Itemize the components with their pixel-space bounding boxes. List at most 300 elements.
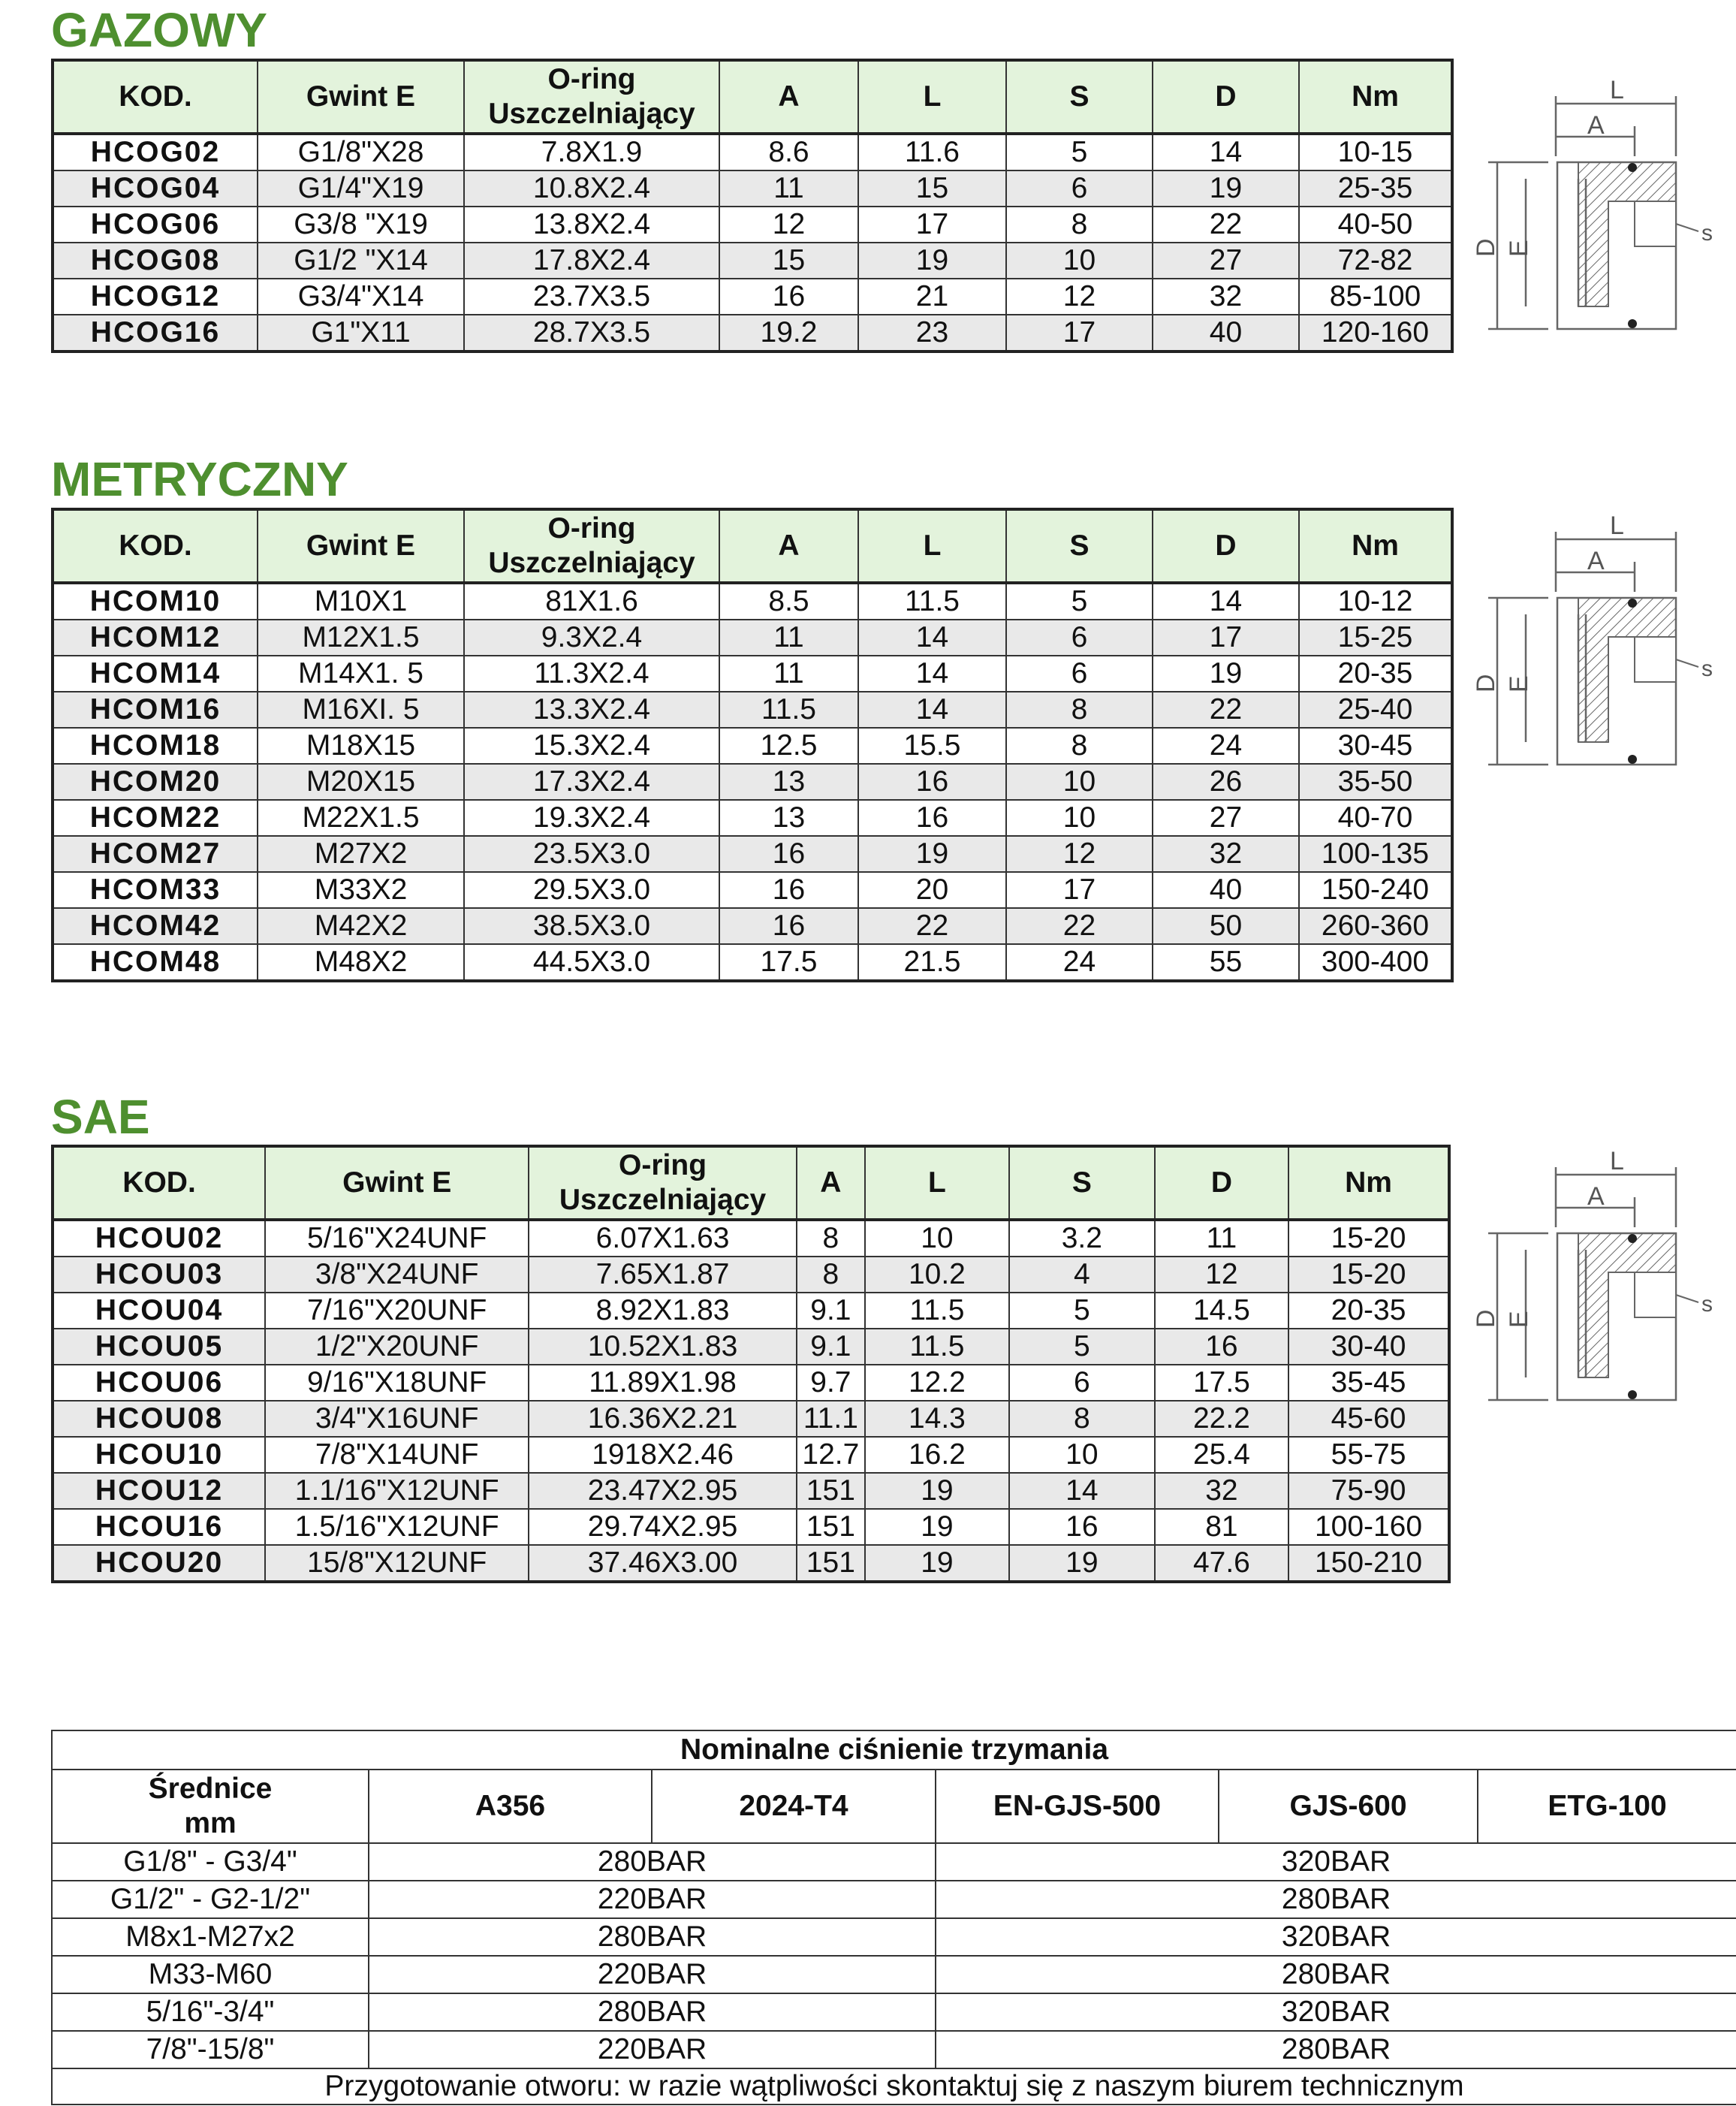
table-cell: 3/8"X24UNF [265,1257,529,1293]
product-code: HCOG08 [53,243,258,279]
table-cell: 40 [1153,872,1299,908]
pressure-size: G1/8" - G3/4" [52,1843,369,1881]
table-cell: 9.1 [797,1329,865,1365]
table-cell: 16 [719,279,858,315]
table-cell: 15.3X2.4 [464,728,719,764]
diagram-label-s: s [1701,656,1713,681]
table-cell: 25.4 [1155,1437,1288,1473]
table-cell: 7/8"X14UNF [265,1437,529,1473]
pressure-value-group2: 280BAR [936,2031,1736,2068]
product-code: HCOU08 [53,1401,265,1437]
table-cell: G1/8"X28 [258,134,464,170]
column-header: KOD. [53,1146,265,1220]
table-cell: 14 [1153,583,1299,620]
table-cell: 11.89X1.98 [529,1365,796,1401]
table-cell: 16 [858,800,1006,836]
table-cell: 12.7 [797,1437,865,1473]
table-cell: 22.2 [1155,1401,1288,1437]
pressure-value-group1: 220BAR [369,2031,936,2068]
column-header: S [1006,509,1153,583]
table-cell: 16 [1009,1509,1155,1545]
table-cell: 15 [858,170,1006,207]
table-cell: 11.3X2.4 [464,656,719,692]
table-cell: 17.3X2.4 [464,764,719,800]
table-cell: 19 [858,836,1006,872]
table-cell: 7/16"X20UNF [265,1293,529,1329]
table-cell: 38.5X3.0 [464,908,719,944]
table-cell: 13.8X2.4 [464,207,719,243]
table-cell: 11 [1155,1220,1288,1257]
table-cell: 16.2 [865,1437,1009,1473]
table-cell: 11.5 [865,1293,1009,1329]
column-header: Nm [1299,60,1452,134]
table-cell: 81 [1155,1509,1288,1545]
product-code: HCOM48 [53,944,258,981]
table-cell: 5/16"X24UNF [265,1220,529,1257]
diagram-label-l: L [1610,76,1624,104]
table-cell: 19 [865,1473,1009,1509]
product-code: HCOU10 [53,1437,265,1473]
table-cell: G1"X11 [258,315,464,352]
table-cell: 11.1 [797,1401,865,1437]
column-header: Gwint E [258,60,464,134]
table-cell: 15 [719,243,858,279]
table-cell: 19.3X2.4 [464,800,719,836]
table-cell: M10X1 [258,583,464,620]
table-cell: 6.07X1.63 [529,1220,796,1257]
table-cell: 47.6 [1155,1545,1288,1582]
table-cell: 13.3X2.4 [464,692,719,728]
pressure-material-header: EN-GJS-500 [936,1770,1219,1843]
table-cell: 9.3X2.4 [464,620,719,656]
table-cell: 10 [1006,243,1153,279]
table-cell: 12.2 [865,1365,1009,1401]
table-row [53,800,1452,836]
table-cell: 30-40 [1288,1329,1449,1365]
table-cell: 120-160 [1299,315,1452,352]
table-cell: 35-45 [1288,1365,1449,1401]
pressure-row [52,1881,1736,1918]
table-cell: 3/4"X16UNF [265,1401,529,1437]
table-cell: 22 [1153,207,1299,243]
table-cell: 10-15 [1299,134,1452,170]
product-code: HCOU02 [53,1220,265,1257]
table-cell: 27 [1153,800,1299,836]
table-cell: 25-35 [1299,170,1452,207]
product-code: HCOM42 [53,908,258,944]
pressure-size: 5/16"-3/4" [52,1993,369,2031]
table-cell: 50 [1153,908,1299,944]
table-cell: 8.92X1.83 [529,1293,796,1329]
table-cell: 17 [1153,620,1299,656]
table-cell: 8 [1006,728,1153,764]
table-cell: 19 [865,1509,1009,1545]
diagram-label-a: A [1587,547,1605,575]
table-cell: 25-40 [1299,692,1452,728]
column-header: KOD. [53,60,258,134]
plug-drawing [1466,74,1736,352]
section-title-metryczny: METRYCZNY [51,452,348,506]
pressure-size: G1/2" - G2-1/2" [52,1881,369,1918]
table-cell: 100-160 [1288,1509,1449,1545]
table-cell: 14 [858,656,1006,692]
diagram-label-l: L [1610,511,1624,540]
column-header: L [858,60,1006,134]
table-cell: 8 [1009,1401,1155,1437]
spec-table-gazowy [51,59,1454,353]
table-cell: 14 [858,692,1006,728]
table-cell: 22 [858,908,1006,944]
table-row [53,944,1452,981]
table-cell: 21.5 [858,944,1006,981]
section-title-sae: SAE [51,1090,150,1144]
product-code: HCOU16 [53,1509,265,1545]
diagram-label-a: A [1587,111,1605,140]
table-cell: 15-20 [1288,1220,1449,1257]
table-cell: 10 [865,1220,1009,1257]
pressure-size: 7/8"-15/8" [52,2031,369,2068]
pressure-value-group1: 220BAR [369,1881,936,1918]
table-row [53,279,1452,315]
table-cell: M16XI. 5 [258,692,464,728]
table-cell: 6 [1006,170,1153,207]
plug-diagram-metryczny [1466,509,1736,787]
table-row [53,1293,1449,1329]
table-cell: 22 [1006,908,1153,944]
pressure-value-group2: 320BAR [936,1843,1736,1881]
table-cell: 14 [1009,1473,1155,1509]
column-header: S [1009,1146,1155,1220]
table-cell: 3.2 [1009,1220,1155,1257]
table-row [53,1220,1449,1257]
table-cell: M48X2 [258,944,464,981]
product-code: HCOG12 [53,279,258,315]
product-code: HCOU03 [53,1257,265,1293]
table-cell: 26 [1153,764,1299,800]
table-cell: 20-35 [1288,1293,1449,1329]
table-cell: 45-60 [1288,1401,1449,1437]
table-row [53,872,1452,908]
table-cell: 11 [719,656,858,692]
table-cell: 32 [1153,836,1299,872]
diagram-label-s: s [1701,221,1713,246]
pressure-value-group2: 320BAR [936,1993,1736,2031]
product-code: HCOM16 [53,692,258,728]
table-cell: 28.7X3.5 [464,315,719,352]
table-cell: 75-90 [1288,1473,1449,1509]
table-cell: 40 [1153,315,1299,352]
table-cell: 11.5 [858,583,1006,620]
table-row [53,764,1452,800]
table-row [53,836,1452,872]
table-cell: 12 [1006,836,1153,872]
table-cell: G1/2 "X14 [258,243,464,279]
table-row [53,620,1452,656]
pressure-table [51,1730,1736,2105]
table-cell: 1918X2.46 [529,1437,796,1473]
table-cell: 11 [719,620,858,656]
pressure-row [52,1918,1736,1956]
pressure-size: M33-M60 [52,1956,369,1993]
table-cell: G1/4"X19 [258,170,464,207]
table-cell: 1.1/16"X12UNF [265,1473,529,1509]
product-code: HCOM20 [53,764,258,800]
diagram-label-e: E [1505,240,1533,257]
table-cell: M42X2 [258,908,464,944]
product-code: HCOM22 [53,800,258,836]
table-cell: 9.1 [797,1293,865,1329]
table-cell: 5 [1006,134,1153,170]
table-cell: 1.5/16"X12UNF [265,1509,529,1545]
table-cell: 12 [1006,279,1153,315]
pressure-value-group2: 280BAR [936,1881,1736,1918]
table-cell: 10-12 [1299,583,1452,620]
product-code: HCOU05 [53,1329,265,1365]
column-header: Gwint E [265,1146,529,1220]
table-cell: 13 [719,764,858,800]
table-cell: 55-75 [1288,1437,1449,1473]
table-cell: 10 [1009,1437,1155,1473]
pressure-material-header: A356 [369,1770,652,1843]
pressure-table-title: Nominalne ciśnienie trzymania [52,1730,1736,1770]
pressure-value-group2: 280BAR [936,1956,1736,1993]
table-cell: 5 [1009,1329,1155,1365]
pressure-note: Przygotowanie otworu: w razie wątpliwości skontaktuj się z naszym biurem technicznym [52,2068,1736,2104]
product-code: HCOM33 [53,872,258,908]
column-header: KOD. [53,509,258,583]
table-cell: 260-360 [1299,908,1452,944]
product-code: HCOM12 [53,620,258,656]
table-cell: M27X2 [258,836,464,872]
table-cell: 10.2 [865,1257,1009,1293]
spec-table-sae [51,1145,1451,1583]
table-cell: 15-25 [1299,620,1452,656]
table-cell: 8.6 [719,134,858,170]
table-cell: 17 [858,207,1006,243]
plug-diagram-gazowy [1466,74,1736,352]
table-cell: 35-50 [1299,764,1452,800]
table-cell: 5 [1009,1293,1155,1329]
table-cell: 19 [865,1545,1009,1582]
product-code: HCOU06 [53,1365,265,1401]
table-row [53,1257,1449,1293]
pressure-row [52,1993,1736,2031]
table-cell: 150-210 [1288,1545,1449,1582]
table-cell: G3/8 "X19 [258,207,464,243]
pressure-row [52,1843,1736,1881]
table-cell: 4 [1009,1257,1155,1293]
pressure-value-group1: 280BAR [369,1918,936,1956]
diagram-label-l: L [1610,1147,1624,1175]
pressure-row [52,1956,1736,1993]
table-cell: 11 [719,170,858,207]
table-cell: 19 [1153,656,1299,692]
table-cell: 151 [797,1473,865,1509]
table-cell: 16 [719,836,858,872]
table-cell: 14 [1153,134,1299,170]
pressure-material-header: GJS-600 [1219,1770,1478,1843]
table-cell: 300-400 [1299,944,1452,981]
table-cell: 6 [1006,620,1153,656]
column-header: Nm [1299,509,1452,583]
table-row [53,134,1452,170]
table-cell: 13 [719,800,858,836]
table-cell: 16 [1155,1329,1288,1365]
table-cell: M20X15 [258,764,464,800]
table-row [53,1509,1449,1545]
column-header: S [1006,60,1153,134]
table-cell: 5 [1006,583,1153,620]
table-cell: 16 [858,764,1006,800]
column-header: A [719,60,858,134]
column-header: A [719,509,858,583]
diagram-label-d: D [1472,238,1500,257]
product-code: HCOU04 [53,1293,265,1329]
diagram-label-a: A [1587,1182,1605,1211]
table-row [53,207,1452,243]
table-cell: 55 [1153,944,1299,981]
column-header: A [797,1146,865,1220]
table-cell: 9.7 [797,1365,865,1401]
product-code: HCOU12 [53,1473,265,1509]
diagram-label-d: D [1472,1309,1500,1328]
diagram-label-d: D [1472,674,1500,692]
table-cell: 9/16"X18UNF [265,1365,529,1401]
product-code: HCOM14 [53,656,258,692]
column-header: O-ring Uszczelniający [529,1146,796,1220]
table-cell: 14 [858,620,1006,656]
diagram-label-s: s [1701,1292,1713,1317]
table-row [53,1473,1449,1509]
table-row [53,315,1452,352]
table-cell: 32 [1153,279,1299,315]
column-header: D [1153,509,1299,583]
table-cell: 19 [1009,1545,1155,1582]
plug-drawing [1466,1145,1736,1423]
column-header: D [1153,60,1299,134]
table-cell: M12X1.5 [258,620,464,656]
table-row [53,583,1452,620]
table-cell: 32 [1155,1473,1288,1509]
table-cell: 7.8X1.9 [464,134,719,170]
table-cell: 10 [1006,764,1153,800]
table-cell: 10.8X2.4 [464,170,719,207]
table-cell: M22X1.5 [258,800,464,836]
table-cell: 24 [1153,728,1299,764]
column-header: L [858,509,1006,583]
product-code: HCOM18 [53,728,258,764]
pressure-value-group2: 320BAR [936,1918,1736,1956]
table-cell: 17.5 [719,944,858,981]
table-cell: 23 [858,315,1006,352]
table-cell: 17.5 [1155,1365,1288,1401]
section-title-gazowy: GAZOWY [51,3,267,57]
column-header: O-ring Uszczelniający [464,60,719,134]
table-cell: 12.5 [719,728,858,764]
table-cell: M14X1. 5 [258,656,464,692]
product-code: HCOG04 [53,170,258,207]
table-cell: 7.65X1.87 [529,1257,796,1293]
table-cell: 23.5X3.0 [464,836,719,872]
table-row [53,908,1452,944]
table-cell: 17 [1006,315,1153,352]
table-cell: 151 [797,1545,865,1582]
table-cell: 15.5 [858,728,1006,764]
table-row [53,1545,1449,1582]
table-cell: 16 [719,872,858,908]
table-cell: G3/4"X14 [258,279,464,315]
column-header: L [865,1146,1009,1220]
product-code: HCOU20 [53,1545,265,1582]
table-cell: 44.5X3.0 [464,944,719,981]
pressure-value-group1: 220BAR [369,1956,936,1993]
table-cell: 11.6 [858,134,1006,170]
table-cell: 100-135 [1299,836,1452,872]
column-header: O-ring Uszczelniający [464,509,719,583]
table-cell: 10 [1006,800,1153,836]
pressure-value-group1: 280BAR [369,1843,936,1881]
table-cell: 14.5 [1155,1293,1288,1329]
table-cell: 11.5 [865,1329,1009,1365]
table-cell: 12 [719,207,858,243]
table-cell: 37.46X3.00 [529,1545,796,1582]
table-cell: 29.5X3.0 [464,872,719,908]
table-cell: 12 [1155,1257,1288,1293]
column-header: D [1155,1146,1288,1220]
table-cell: 16.36X2.21 [529,1401,796,1437]
product-code: HCOG06 [53,207,258,243]
product-code: HCOG16 [53,315,258,352]
table-cell: 85-100 [1299,279,1452,315]
table-cell: 19 [1153,170,1299,207]
table-cell: 8.5 [719,583,858,620]
diagram-label-e: E [1505,675,1533,692]
table-cell: 24 [1006,944,1153,981]
table-cell: 29.74X2.95 [529,1509,796,1545]
table-cell: 23.7X3.5 [464,279,719,315]
table-row [53,1437,1449,1473]
table-cell: 8 [797,1257,865,1293]
plug-drawing [1466,509,1736,787]
column-header: Gwint E [258,509,464,583]
table-cell: 15/8"X12UNF [265,1545,529,1582]
table-row [53,728,1452,764]
table-cell: 23.47X2.95 [529,1473,796,1509]
table-cell: 19.2 [719,315,858,352]
table-cell: 40-50 [1299,207,1452,243]
table-row [53,243,1452,279]
table-cell: 19 [858,243,1006,279]
table-cell: 14.3 [865,1401,1009,1437]
table-cell: M18X15 [258,728,464,764]
pressure-row [52,2031,1736,2068]
pressure-material-header: 2024-T4 [652,1770,936,1843]
table-cell: 8 [1006,692,1153,728]
table-cell: 8 [1006,207,1153,243]
table-cell: 27 [1153,243,1299,279]
table-row [53,170,1452,207]
table-cell: 17.8X2.4 [464,243,719,279]
pressure-value-group1: 280BAR [369,1993,936,2031]
product-code: HCOG02 [53,134,258,170]
table-cell: M33X2 [258,872,464,908]
table-cell: 17 [1006,872,1153,908]
table-cell: 6 [1009,1365,1155,1401]
table-cell: 6 [1006,656,1153,692]
table-row [53,1329,1449,1365]
table-row [53,1365,1449,1401]
pressure-size: M8x1-M27x2 [52,1918,369,1956]
